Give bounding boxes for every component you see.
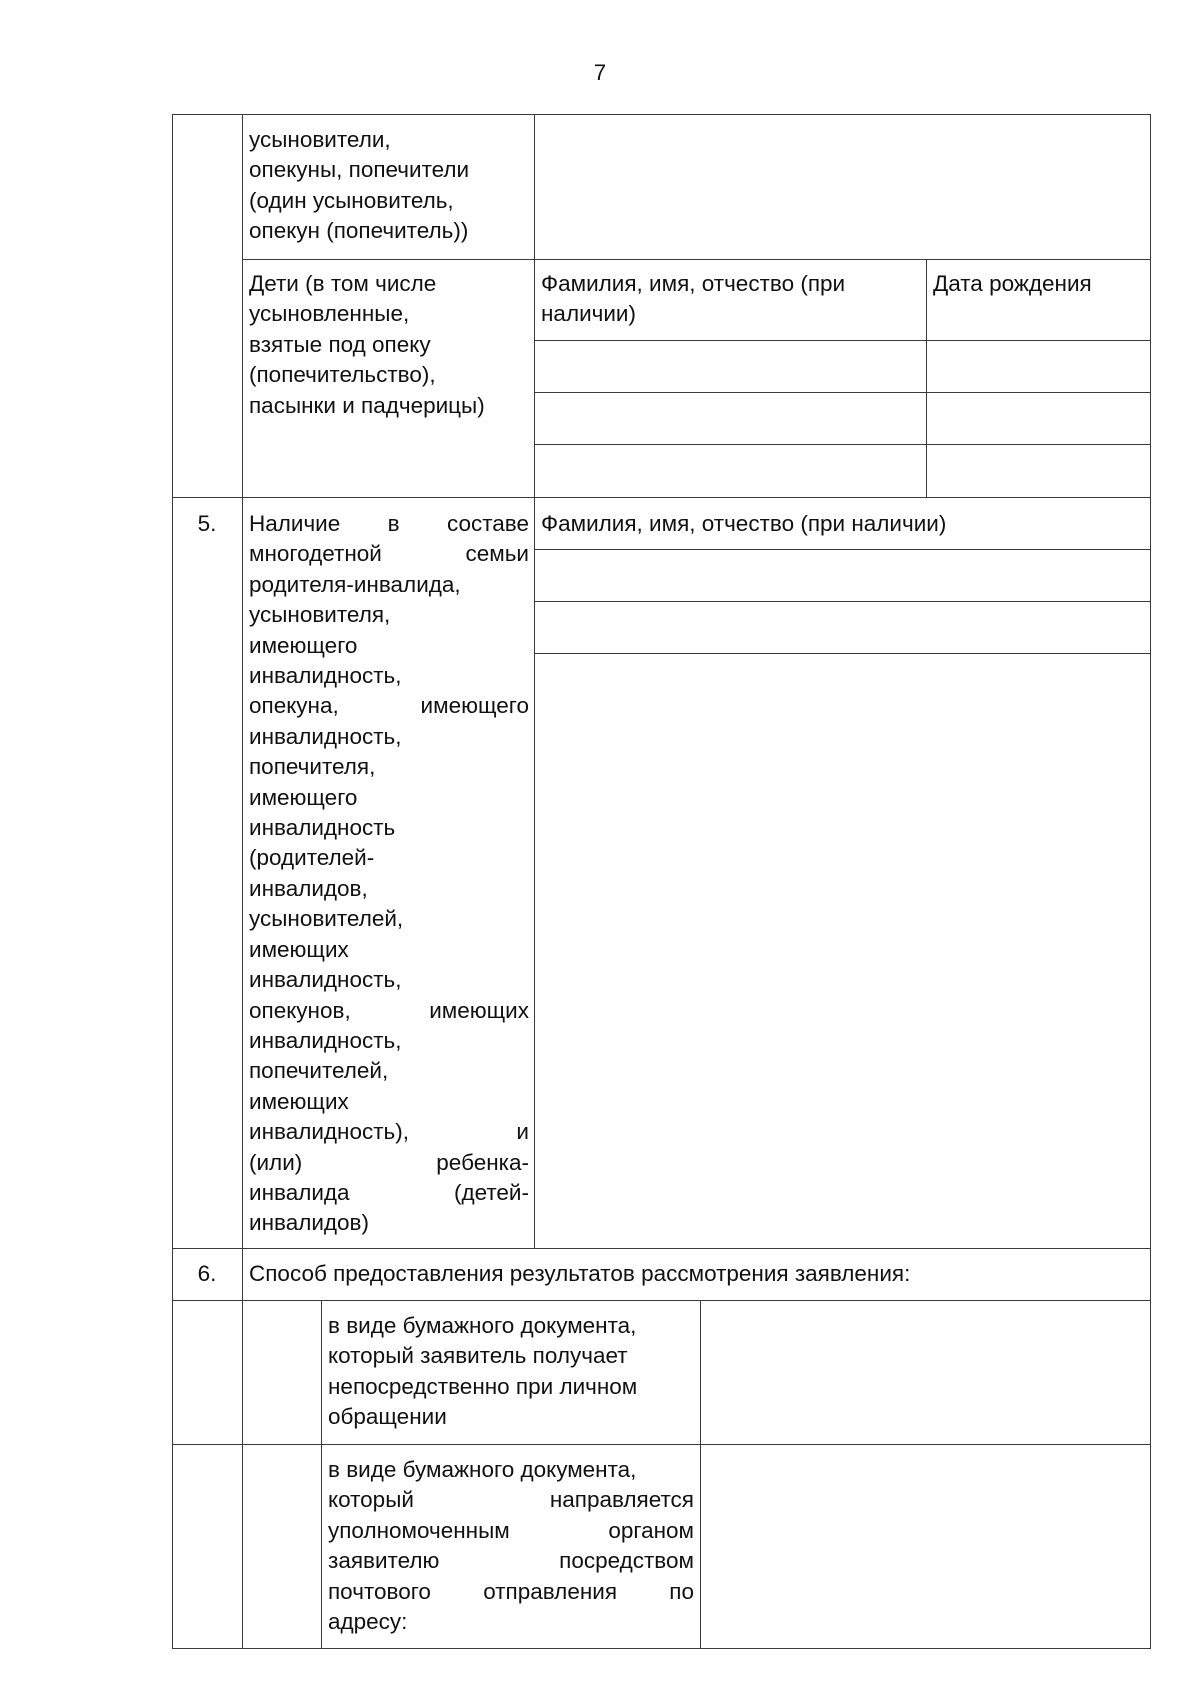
- item5-label: [249, 509, 529, 1239]
- delivery-option-line: в виде бумажного документа,: [328, 1457, 637, 1482]
- children-birthdate-header: Дата рождения: [933, 271, 1092, 296]
- delivery-option-line: заявителю посредством: [328, 1548, 694, 1574]
- item5-label-line: Наличие в составе: [249, 511, 529, 536]
- delivery-option-mail: [328, 1455, 694, 1637]
- column-divider: [242, 114, 243, 1648]
- column-divider: [534, 114, 535, 1248]
- table-bottom-border: [172, 1648, 1150, 1649]
- guardians-label-line: усыновители,: [249, 127, 391, 152]
- children-label: [249, 269, 529, 421]
- row-divider: [172, 1300, 1150, 1301]
- column-divider: [926, 259, 927, 497]
- children-label-line: Дети (в том числе: [249, 271, 437, 296]
- item5-label-line: (или) ребенка-: [249, 1149, 529, 1175]
- delivery-option-line: непосредственно при личном: [328, 1373, 638, 1399]
- children-label-line: усыновленные,: [249, 301, 410, 327]
- item5-label-line: имеющего: [249, 632, 358, 658]
- item5-label-line: попечителя,: [249, 754, 376, 780]
- item5-label-line: родителя-инвалида,: [249, 571, 461, 597]
- table-left-border: [172, 114, 173, 1648]
- item5-label-line: инвалидность: [249, 815, 396, 841]
- delivery-option-line: обращении: [328, 1404, 447, 1430]
- item5-fio-header: Фамилия, имя, отчество (при наличии): [541, 511, 947, 536]
- delivery-option-line: уполномоченным органом: [328, 1517, 694, 1543]
- row-divider: [534, 653, 1150, 654]
- children-label-line: взятые под опеку: [249, 331, 431, 357]
- delivery-option-personal: [328, 1311, 694, 1433]
- item6-number: 6.: [197, 1261, 217, 1286]
- item5-label-line: имеющих: [249, 936, 349, 962]
- table-right-border: [1150, 114, 1151, 1649]
- guardians-label: [249, 125, 529, 247]
- children-label-line: (попечительство),: [249, 362, 436, 388]
- guardians-label-line: опекун (попечитель)): [249, 218, 469, 244]
- delivery-option-line: в виде бумажного документа,: [328, 1313, 637, 1338]
- item5-label-line: инвалидность,: [249, 1027, 402, 1053]
- item5-label-line: инвалидность), и: [249, 1119, 529, 1145]
- column-divider: [321, 1300, 322, 1648]
- item5-label-line: инвалида (детей-: [249, 1179, 529, 1205]
- item5-label-line: имеющего: [249, 784, 358, 810]
- guardians-label-line: (один усыновитель,: [249, 187, 454, 213]
- page-number: 7: [593, 60, 607, 85]
- children-fio-header-line: Фамилия, имя, отчество (при: [541, 271, 846, 296]
- row-divider: [172, 1444, 1150, 1445]
- delivery-option-line: который заявитель получает: [328, 1343, 628, 1369]
- children-label-line: пасынки и падчерицы): [249, 392, 485, 418]
- guardians-label-line: опекуны, попечители: [249, 157, 470, 183]
- row-divider: [172, 1248, 1150, 1249]
- item5-label-line: опекуна, имеющего: [249, 693, 529, 719]
- row-divider: [534, 444, 1150, 445]
- item5-label-line: опекунов, имеющих: [249, 997, 529, 1023]
- children-fio-header-line: наличии): [541, 301, 636, 327]
- item5-label-line: усыновителей,: [249, 906, 404, 932]
- item5-label-line: инвалидность,: [249, 723, 402, 749]
- row-divider: [242, 259, 1150, 260]
- delivery-option-line: который направляется: [328, 1487, 694, 1513]
- item6-label: Способ предоставления результатов рассмотрения заявления:: [249, 1261, 911, 1286]
- row-divider: [172, 497, 1150, 498]
- item5-label-line: имеющих: [249, 1088, 349, 1114]
- delivery-option-line: почтового отправления по: [328, 1578, 694, 1604]
- row-divider: [534, 549, 1150, 550]
- item5-label-line: (родителей-: [249, 845, 375, 871]
- table-top-border: [172, 114, 1150, 115]
- item5-number: 5.: [197, 511, 217, 536]
- row-divider: [534, 601, 1150, 602]
- item5-label-line: многодетной семьи: [249, 541, 529, 567]
- children-fio-header: [541, 269, 921, 330]
- delivery-option-line: адресу:: [328, 1609, 408, 1635]
- item5-label-line: инвалидность,: [249, 663, 402, 689]
- item5-label-line: инвалидов): [249, 1210, 369, 1236]
- item5-label-line: усыновителя,: [249, 602, 391, 628]
- column-divider: [700, 1300, 701, 1648]
- item5-label-line: попечителей,: [249, 1058, 389, 1084]
- row-divider: [534, 392, 1150, 393]
- item5-label-line: инвалидов,: [249, 875, 368, 901]
- item5-label-line: инвалидность,: [249, 967, 402, 993]
- row-divider: [534, 340, 1150, 341]
